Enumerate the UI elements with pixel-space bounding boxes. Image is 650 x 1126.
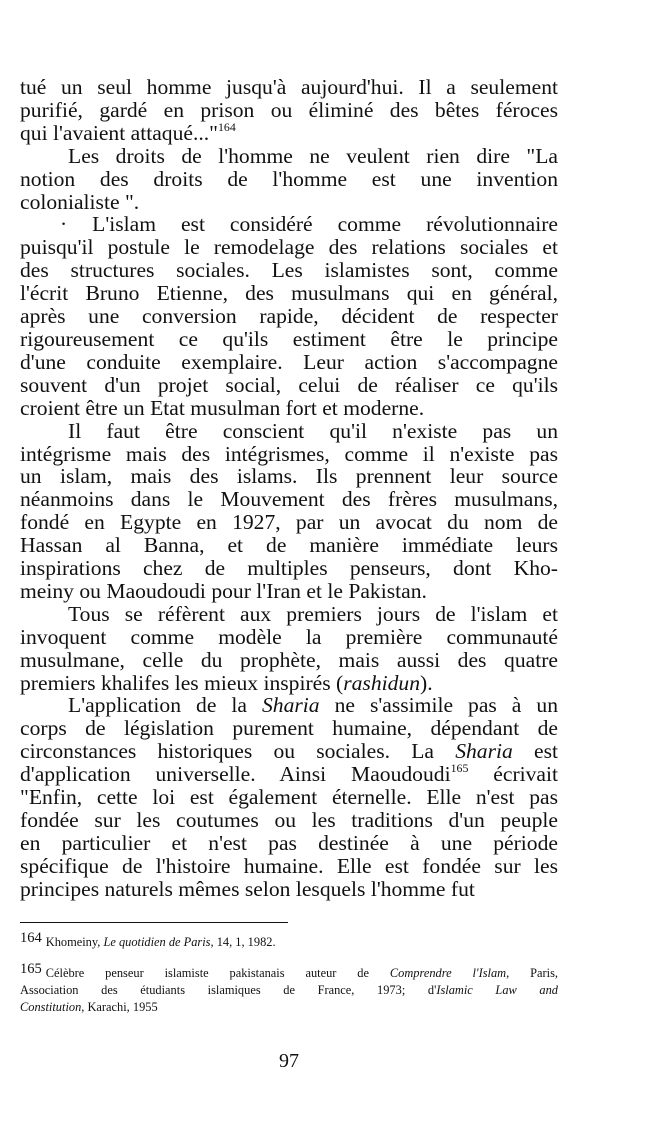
footnote-line: Constitution, Karachi, 1955 bbox=[20, 1000, 158, 1014]
italic-term: Constitution bbox=[20, 1000, 82, 1014]
text-line: néanmoins dans le Mouvement des frères musulmans, bbox=[20, 487, 558, 512]
text-line: L'application de la Sharia ne s'assimile pas à un bbox=[68, 693, 558, 718]
text-line: circonstances historiques ou sociales. La Sharia est bbox=[20, 739, 558, 764]
italic-term: Le quotidien de Paris bbox=[103, 935, 211, 949]
text-line: inspirations chez de multiples penseurs, dont Kho- bbox=[20, 556, 558, 581]
text-line: musulmane, celle du prophète, mais aussi des quatre bbox=[20, 647, 558, 672]
text-line: principes naturels mêmes selon lesquels l'homme fut bbox=[20, 876, 475, 901]
text-line: colonialiste ". bbox=[20, 189, 140, 214]
footnote-number: 165 bbox=[20, 961, 42, 977]
text-line: · L'islam est considéré comme révolutionnaire bbox=[60, 212, 558, 237]
text-line: premiers khalifes les mieux inspirés (rashidun). bbox=[20, 670, 433, 695]
italic-term: Islamic Law and bbox=[436, 983, 558, 997]
text-line: corps de législation purement humaine, dépendant de bbox=[20, 716, 558, 741]
footnote-reference: 164 bbox=[217, 119, 236, 134]
italic-term: rashidun bbox=[343, 670, 421, 695]
text-line: l'écrit Bruno Etienne, des musulmans qui en général, bbox=[20, 281, 558, 306]
text-line: des structures sociales. Les islamistes sont, comme bbox=[20, 258, 558, 283]
text-line: d'application universelle. Ainsi Maoudoudi$^{165}$ écrivait bbox=[20, 761, 559, 787]
text-line: fondé en Egypte en 1927, par un avocat du nom de bbox=[20, 510, 558, 535]
text-line: croient être un Etat musulman fort et moderne. bbox=[20, 395, 425, 420]
footnote-line: Association des étudiants islamiques de France, 1973; d'Islamic Law and bbox=[20, 983, 558, 997]
page-number: 97 bbox=[279, 1050, 299, 1072]
text-line: invoquent comme modèle la première communauté bbox=[20, 624, 558, 649]
text-line: spécifique de l'histoire humaine. Elle est fondée sur les bbox=[20, 853, 558, 878]
footnotes bbox=[20, 930, 558, 1016]
text-line: souvent d'un projet social, celui de réaliser ce qu'ils bbox=[20, 372, 558, 397]
text-line: meiny ou Maoudoudi pour l'Iran et le Pakistan. bbox=[20, 578, 427, 603]
text-line: fondée sur les coutumes ou les traditions d'un peuple bbox=[20, 808, 558, 832]
italic-term: Comprendre l'Islam bbox=[389, 966, 507, 980]
footnote-divider bbox=[20, 922, 288, 923]
text-line: Tous se réfèrent aux premiers jours de l'islam et bbox=[68, 601, 558, 626]
text-line: rigoureusement ce qu'ils estiment être le principe bbox=[20, 326, 558, 351]
footnote-line: 165 Célèbre penseur islamiste pakistanais auteur de Comprendre l'Islam, Paris, bbox=[20, 961, 558, 980]
text-line: un islam, mais des islams. Ils prennent leur source bbox=[20, 464, 558, 489]
text-line: Hassan al Banna, et de manière immédiate leurs bbox=[20, 533, 558, 558]
main-text bbox=[20, 76, 558, 901]
text-line: en particulier et n'est pas destinée à une période bbox=[20, 830, 558, 855]
text-line: Les droits de l'homme ne veulent rien dire "La bbox=[68, 143, 558, 168]
footnote-reference: 165 bbox=[450, 761, 469, 776]
footnote-number: 164 bbox=[20, 930, 42, 946]
text-line: d'une conduite exemplaire. Leur action s'accompagne bbox=[20, 349, 558, 374]
footnote-line: 164 Khomeiny, Le quotidien de Paris, 14, 1, 1982. bbox=[20, 930, 276, 949]
italic-term: Sharia bbox=[261, 693, 320, 718]
text-line: qui l'avaient attaqué..."$^{164}$ bbox=[20, 119, 236, 145]
text-line: intégrisme mais des intégrismes, comme il n'existe pas bbox=[20, 441, 558, 466]
text-line: notion des droits de l'homme est une invention bbox=[20, 166, 558, 191]
text-line: tué un seul homme jusqu'à aujourd'hui. Il a seulement bbox=[20, 75, 558, 99]
text-line: Il faut être conscient qu'il n'existe pas un bbox=[68, 418, 558, 443]
text-line: "Enfin, cette loi est également éternelle. Elle n'est pas bbox=[20, 785, 558, 810]
italic-term: Sharia bbox=[455, 739, 513, 764]
text-line: après une conversion rapide, décident de respecter bbox=[20, 304, 558, 329]
text-line: puisqu'il postule le remodelage des relations sociales et bbox=[20, 235, 558, 260]
text-line: purifié, gardé en prison ou éliminé des bêtes féroces bbox=[20, 97, 558, 122]
